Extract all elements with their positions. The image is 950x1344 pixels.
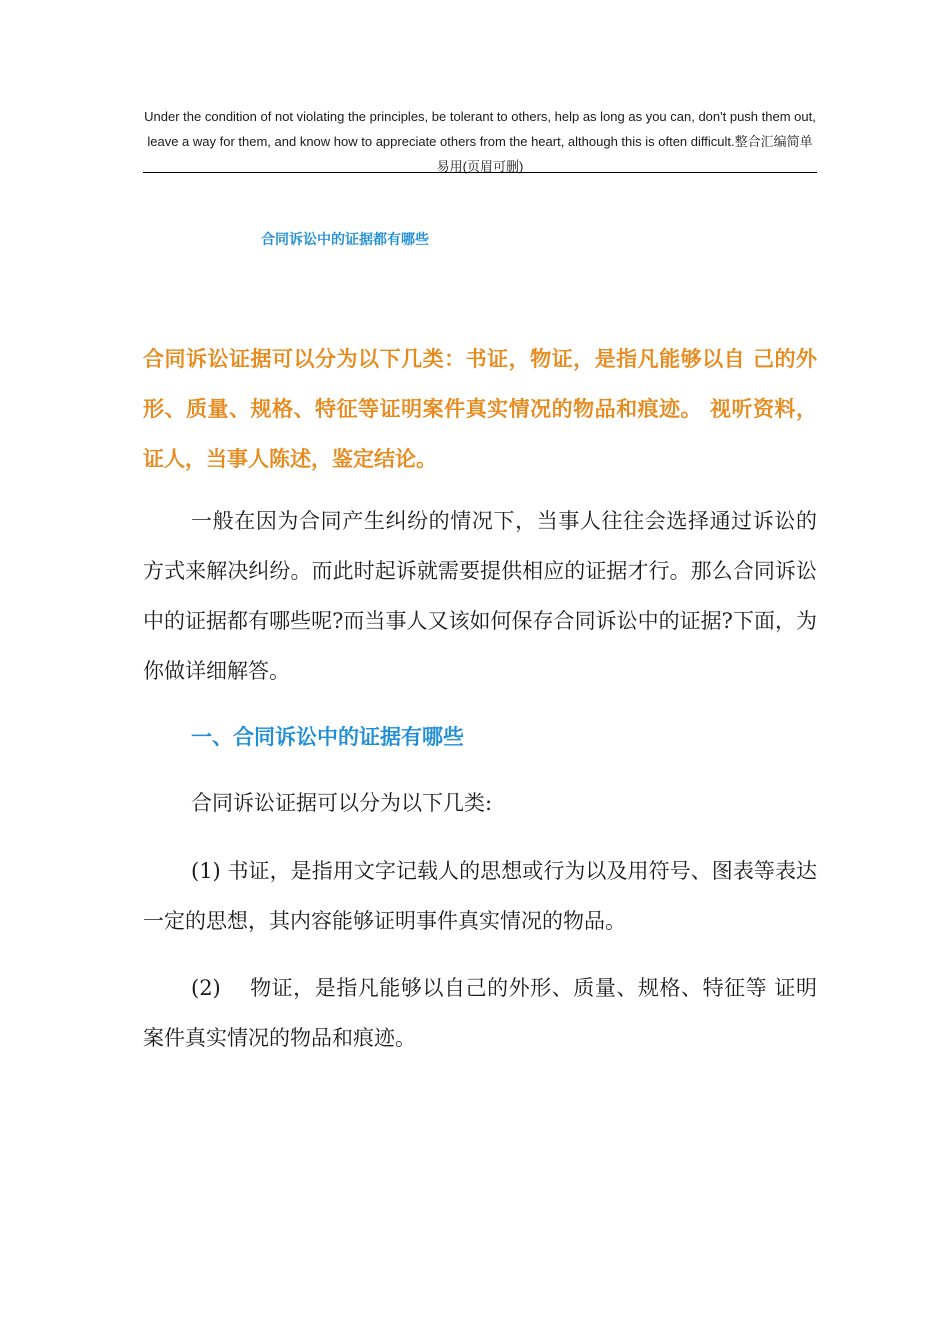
list-item: (2) 物证，是指凡能够以自己的外形、质量、规格、特征等 证明案件真实情况的物品和痕迹。 bbox=[143, 976, 817, 1050]
summary-paragraph: 合同诉讼证据可以分为以下几类：书证，物证，是指凡能够以自 己的外形、质量、规格、特征等证明案件真实情况的物品和痕迹。 视听资料，证人，当事人陈述，鉴定结论。 bbox=[143, 347, 817, 471]
document-title: 合同诉讼中的证据都有哪些 bbox=[261, 232, 429, 248]
list-item: (1) 书证，是指用文字记载人的思想或行为以及用符号、图表等表达一定的思想，其内容能够证明事件真实情况的物品。 bbox=[143, 859, 817, 933]
intro-paragraph: 一般在因为合同产生纠纷的情况下，当事人往往会选择通过诉讼的方式来解决纠纷。而此时起诉就需要提供相应的证据才行。那么合同诉讼中的证据都有哪些呢?而当事人又该如何保存合同诉讼中的证据?下面，为你做详细解答。 bbox=[143, 509, 817, 683]
section-heading: 一、合同诉讼中的证据有哪些 bbox=[191, 725, 464, 749]
section-lead-paragraph: 合同诉讼证据可以分为以下几类: bbox=[191, 791, 493, 815]
header-divider bbox=[143, 172, 817, 173]
page-header: Under the condition of not violating the principles, be tolerant to others, help as long as you can, don't push them out, leave a way for them, and know how to appreciate others from the heart, although this is often difficult.整合汇编简单易用(页眉可删) bbox=[144, 109, 816, 174]
